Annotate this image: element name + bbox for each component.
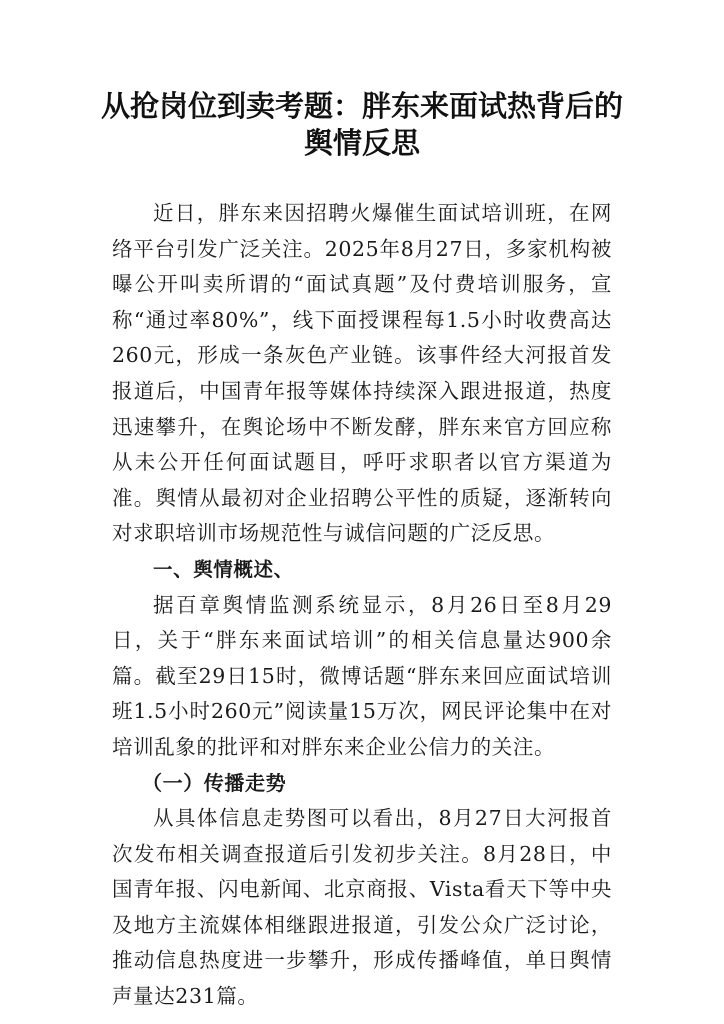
title-line-1: 从抢岗位到卖考题：胖东来面试热背后的 [100, 89, 623, 123]
document-body [112, 196, 612, 1015]
subsection-heading-trend: （一）传播走势 [142, 770, 287, 795]
title-line-2: 舆情反思 [303, 126, 420, 160]
trend-paragraph: 从具体信息走势图可以看出，8月27日大河报首次发布相关调查报道后引发初步关注。8月28日，中国青年报、闪电新闻、北京商报、Vista看天下等中央及地方主流媒体相继跟进报道，引发公众广泛讨论，推动信息热度进一步攀升，形成传播峰值，单日舆情声量达231篇。 [112, 806, 612, 1009]
intro-paragraph: 近日，胖东来因招聘火爆催生面试培训班，在网络平台引发广泛关注。2025年8月27日，多家机构被曝公开叫卖所谓的“面试真题”及付费培训服务，宣称“通过率80%”，线下面授课程每1.5小时收费高达260元，形成一条灰色产业链。该事件经大河报首发报道后，中国青年报等媒体持续深入跟进报道，热度迅速攀升，在舆论场中不断发酵，胖东来官方回应称从未公开任何面试题目，呼吁求职者以官方渠道为准。舆情从最初对企业招聘公平性的质疑，逐渐转向对求职培训市场规范性与诚信问题的广泛反思。 [112, 201, 612, 546]
overview-paragraph: 据百章舆情监测系统显示，8月26日至8月29日，关于“胖东来面试培训”的相关信息量达900余篇。截至29日15时，微博话题“胖东来回应面试培训班1.5小时260元”阅读量15万次，网民评论集中在对培训乱象的批评和对胖东来企业公信力的关注。 [112, 592, 612, 759]
document-title [100, 88, 624, 162]
section-heading-overview: 一、舆情概述、 [153, 557, 294, 581]
